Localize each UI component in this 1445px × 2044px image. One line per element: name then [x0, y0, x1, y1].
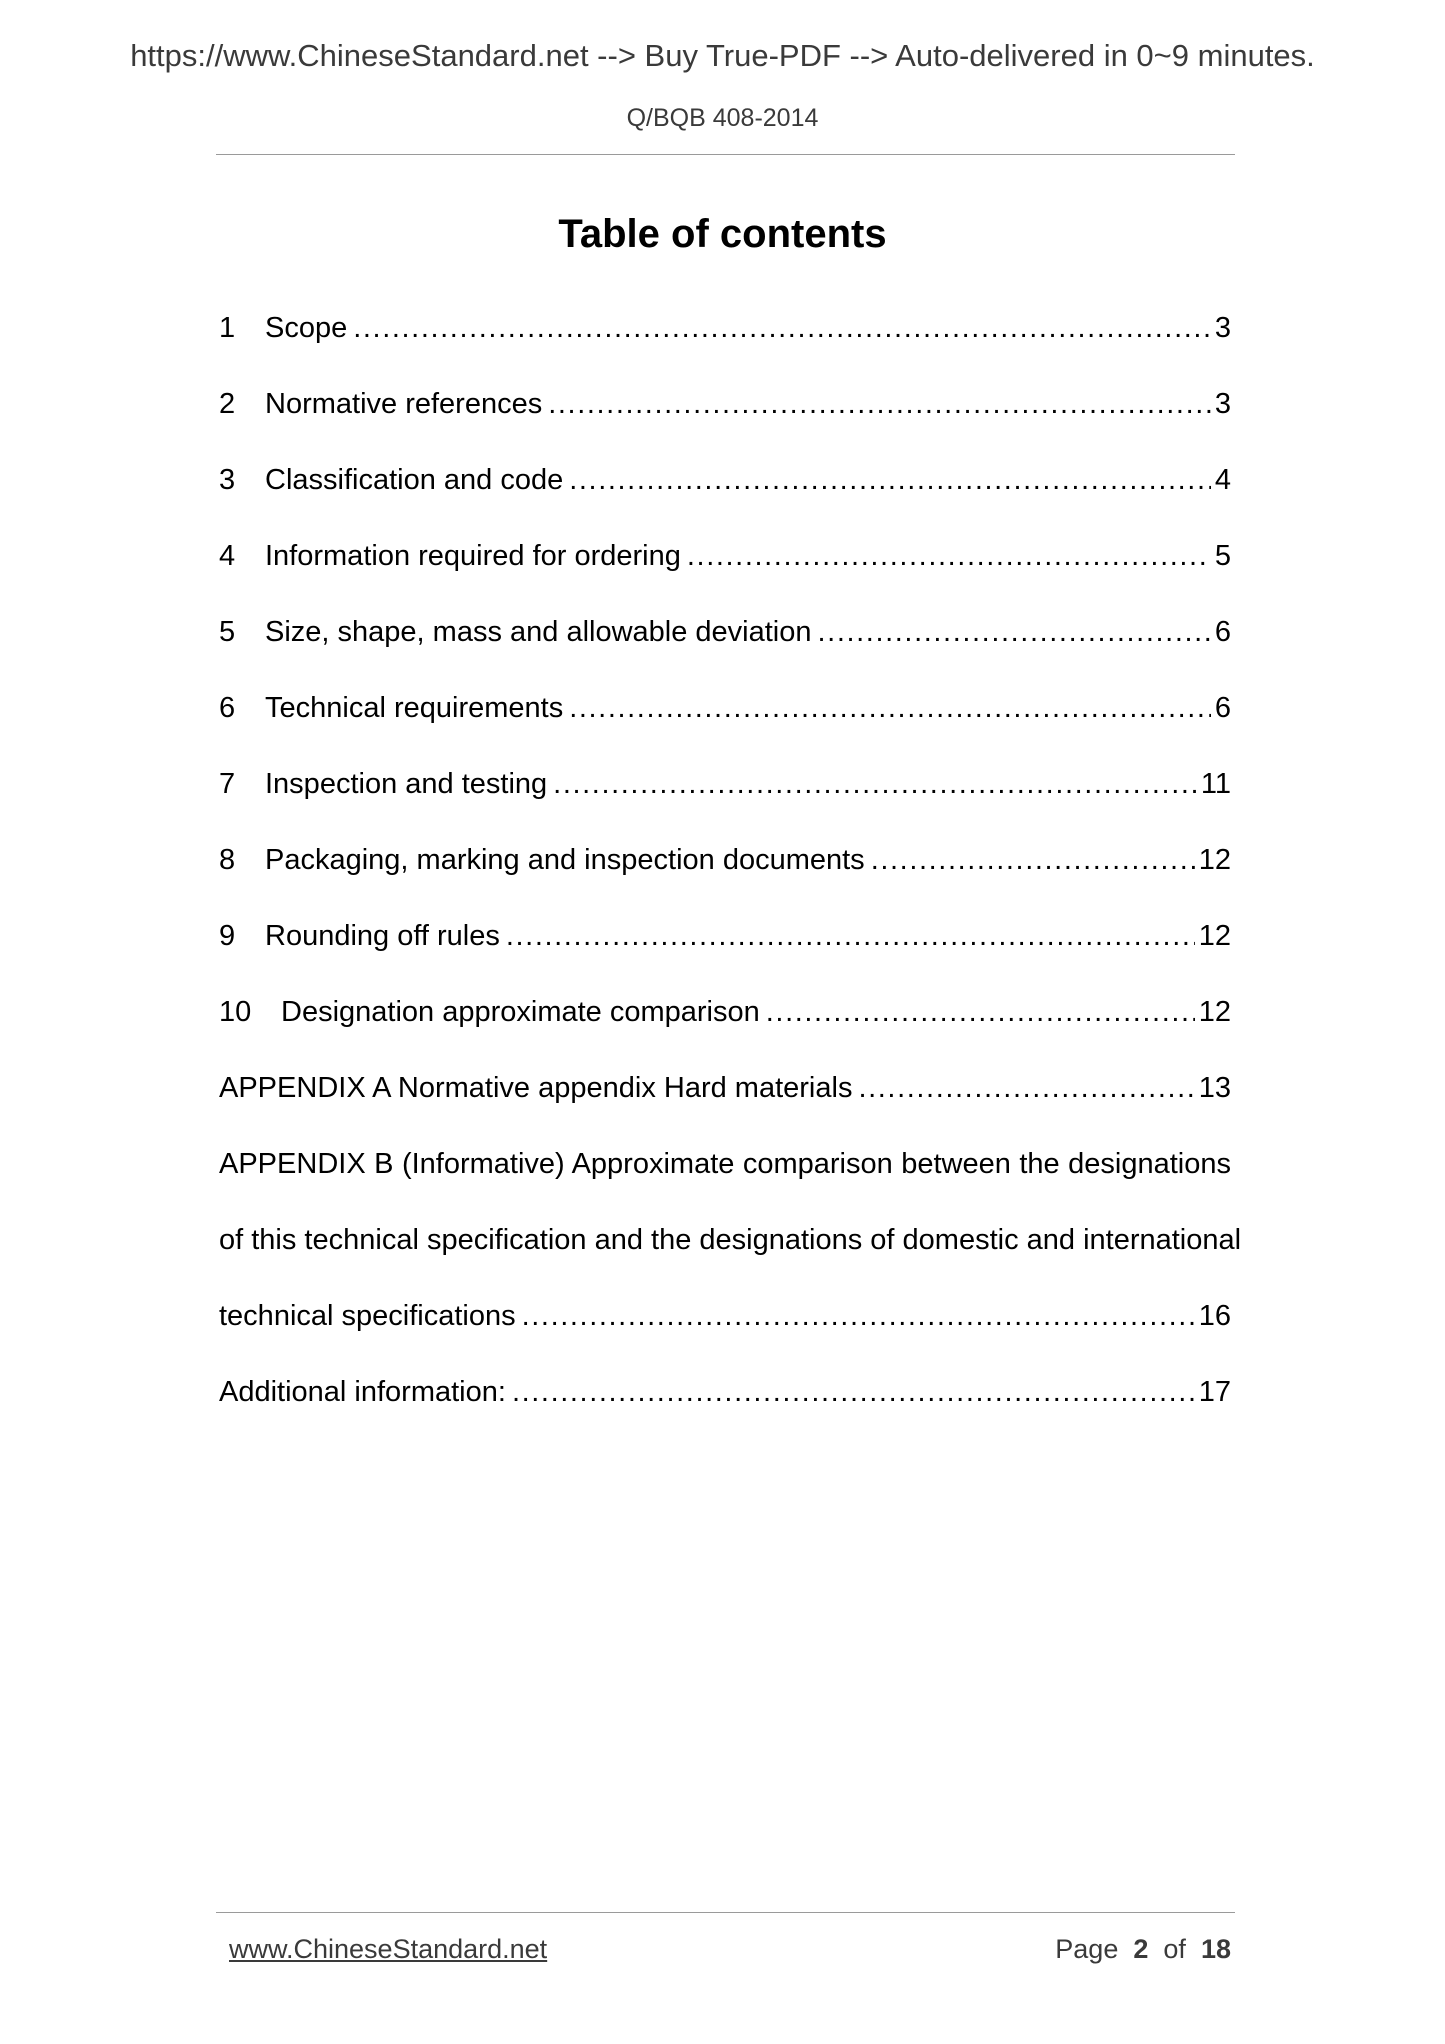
- page-total: 18: [1200, 1934, 1231, 1964]
- toc-entry-page: 16: [1198, 1300, 1231, 1332]
- toc-entry-number: 9: [219, 920, 236, 952]
- toc-entry-2[interactable]: [219, 366, 1231, 442]
- toc-entry-number: 4: [219, 540, 236, 572]
- top-banner[interactable]: https://www.ChineseStandard.net --> Buy True-PDF --> Auto-delivered in 0~9 minutes.: [130, 38, 1315, 73]
- toc-entry-page: 17: [1198, 1376, 1231, 1408]
- dot-leader: [353, 290, 1211, 366]
- toc-entry-5[interactable]: [219, 594, 1231, 670]
- dot-leader: [512, 1354, 1195, 1430]
- footer-website-link[interactable]: www.ChineseStandard.net: [229, 1934, 548, 1964]
- toc-entry-number: 10: [219, 996, 252, 1028]
- toc-entry-number: 3: [219, 464, 236, 496]
- toc-entry-page: 3: [1214, 388, 1231, 420]
- page-word: Page: [1055, 1934, 1119, 1964]
- toc-entry-label-line-2: of this technical specification and the designations of domestic and international: [219, 1224, 1242, 1256]
- toc-entry-number: 5: [219, 616, 236, 648]
- toc-entry-page: 12: [1198, 920, 1231, 952]
- toc-entry-label: Inspection and testing: [265, 768, 548, 800]
- toc-entry-number: 7: [219, 768, 236, 800]
- page-title: Table of contents: [558, 212, 887, 256]
- dot-leader: [569, 442, 1211, 518]
- dot-leader: [818, 594, 1211, 670]
- header-divider: [216, 154, 1235, 155]
- toc-entry-label-line-1: APPENDIX B (Informative) Approximate comparison between the designations: [219, 1148, 1231, 1180]
- toc-entry-number: 2: [219, 388, 236, 420]
- toc-entry-appendix-b[interactable]: [219, 1126, 1242, 1354]
- toc-entry-label: Technical requirements: [265, 692, 564, 724]
- toc-entry-appendix-a[interactable]: [219, 1050, 1231, 1126]
- dot-leader: [687, 518, 1211, 594]
- dot-leader: [858, 1050, 1194, 1126]
- toc-entry-label: Classification and code: [265, 464, 564, 496]
- toc-entry-6[interactable]: [219, 670, 1231, 746]
- toc-entry-label: Size, shape, mass and allowable deviation: [265, 616, 812, 648]
- page-of: of: [1163, 1934, 1186, 1964]
- toc-entry-7[interactable]: [219, 746, 1231, 822]
- toc-entry-3[interactable]: [219, 442, 1231, 518]
- dot-leader: [506, 898, 1195, 974]
- toc-entry-page: 12: [1198, 844, 1231, 876]
- toc-entry-9[interactable]: [219, 898, 1231, 974]
- toc-entry-10[interactable]: [219, 974, 1231, 1050]
- dot-leader: [766, 974, 1195, 1050]
- dot-leader: [548, 366, 1211, 442]
- toc-entry-label: APPENDIX A Normative appendix Hard materials: [219, 1072, 853, 1104]
- toc-entry-label: Designation approximate comparison: [281, 996, 760, 1028]
- toc-entry-label: Additional information:: [219, 1376, 506, 1408]
- page-number: [1055, 1934, 1231, 1965]
- toc-entry-page: 3: [1214, 312, 1231, 344]
- toc-entry-label-line-3: technical specifications: [219, 1300, 516, 1332]
- dot-leader: [553, 746, 1197, 822]
- toc-entry-label: Information required for ordering: [265, 540, 681, 572]
- toc-entry-1[interactable]: [219, 290, 1231, 366]
- document-code: Q/BQB 408-2014: [626, 104, 819, 132]
- toc-entry-page: 12: [1198, 996, 1231, 1028]
- page-current: 2: [1133, 1934, 1149, 1964]
- toc-entry-number: 1: [219, 312, 236, 344]
- toc-entry-page: 6: [1214, 616, 1231, 648]
- toc-entry-page: 11: [1200, 768, 1231, 800]
- toc-entry-4[interactable]: [219, 518, 1231, 594]
- toc-entry-label: Packaging, marking and inspection documents: [265, 844, 865, 876]
- toc-entry-label: Rounding off rules: [265, 920, 500, 952]
- toc-entry-label: Normative references: [265, 388, 543, 420]
- toc-entry-page: 13: [1198, 1072, 1231, 1104]
- toc-entry-page: 6: [1214, 692, 1231, 724]
- dot-leader: [871, 822, 1195, 898]
- footer-divider: [216, 1912, 1235, 1913]
- dot-leader: [522, 1278, 1195, 1354]
- toc-entry-8[interactable]: [219, 822, 1231, 898]
- toc-entry-label: Scope: [265, 312, 348, 344]
- toc-entry-additional-information[interactable]: [219, 1354, 1231, 1430]
- toc-entry-number: 8: [219, 844, 236, 876]
- toc-entry-page: 4: [1214, 464, 1231, 496]
- toc-entry-page: 5: [1214, 540, 1231, 572]
- table-of-contents: [219, 290, 1242, 1430]
- dot-leader: [569, 670, 1211, 746]
- toc-entry-number: 6: [219, 692, 236, 724]
